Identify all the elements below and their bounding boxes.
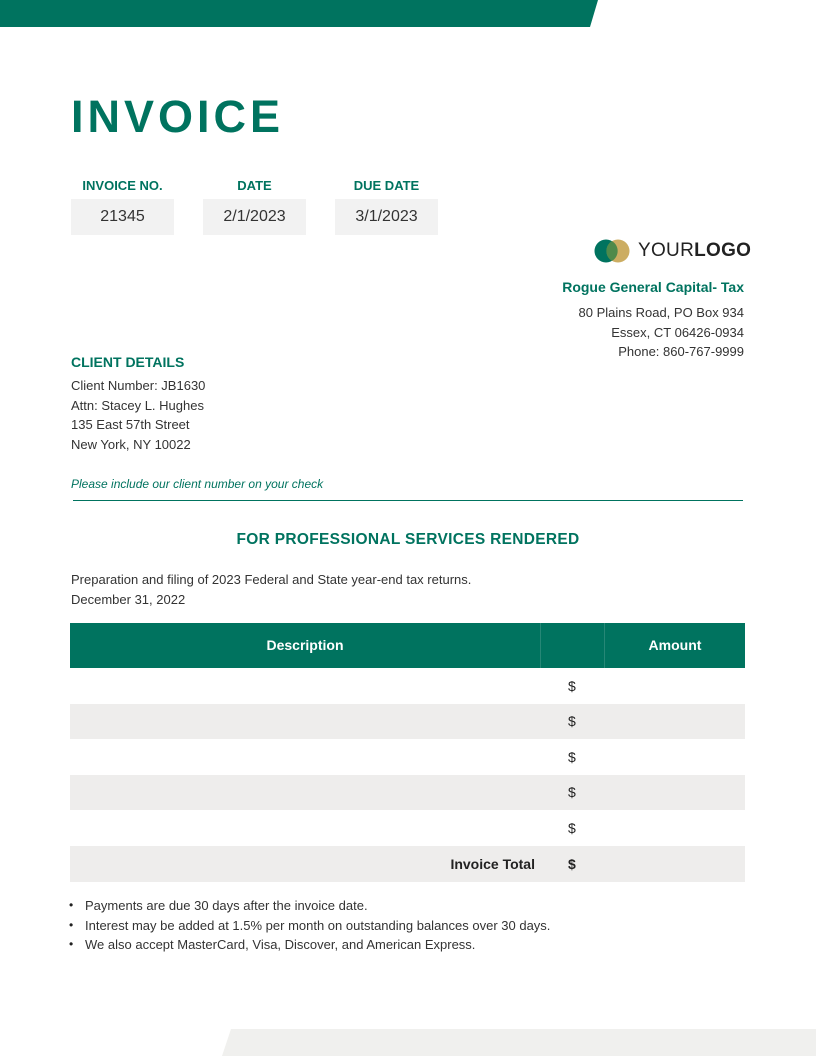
section-divider [73,500,743,501]
services-title: FOR PROFESSIONAL SERVICES RENDERED [236,531,580,548]
company-details [562,277,744,362]
invoice-number-label: INVOICE NO. [82,178,163,193]
invoice-total-currency: $ [568,855,576,872]
services-period: December 31, 2022 [71,592,186,607]
row-currency-cell: $ [568,784,576,801]
invoice-date-label: DATE [237,178,272,193]
row-currency-cell: $ [568,677,576,694]
row-currency-cell: $ [568,819,576,836]
invoice-number-field[interactable]: 21345 [71,199,174,235]
invoice-table [70,623,745,882]
invoice-date-block [203,176,306,235]
due-date-block [335,176,438,235]
client-number: Client Number: JB1630 [71,378,206,393]
client-attn: Attn: Stacey L. Hughes [71,397,204,413]
due-date-field[interactable]: 3/1/2023 [335,199,438,235]
logo-text [638,240,751,262]
amount-column-header: Amount [648,637,702,653]
invoice-total-label: Invoice Total [450,855,535,872]
services-description-block [71,570,471,610]
company-phone: Phone: 860-767-9999 [618,344,744,359]
payment-term-item: • Payments are due 30 days after the invoice date. [69,896,550,916]
bottom-accent-band [222,1029,816,1056]
description-column-header: Description [266,637,344,653]
company-address-line1: 80 Plains Road, PO Box 934 [578,305,744,320]
top-accent-band [0,0,598,27]
payment-term-item: • Interest may be added at 1.5% per month on outstanding balances over 30 days. [69,916,550,936]
client-details [71,352,205,455]
table-row [70,775,745,811]
payment-note: Please include our client number on your check [71,477,324,491]
client-street: 135 East 57th Street [71,417,190,433]
services-description: Preparation and filing of 2023 Federal and State year-end tax returns. [71,572,472,587]
row-currency-cell: $ [568,748,576,765]
table-row [70,739,745,775]
invoice-number-block [71,176,174,235]
company-name: Rogue General Capital- Tax [562,279,744,295]
two-circle-logo-icon [594,238,630,264]
company-logo [594,237,751,265]
table-row [70,668,745,704]
invoice-table-header [70,623,745,668]
currency-column-header [540,623,605,668]
top-accent-shape [0,0,598,27]
client-details-heading: CLIENT DETAILS [71,354,185,370]
bottom-accent-shape [222,1029,816,1056]
table-row [70,810,745,846]
payment-terms-list [69,896,550,955]
table-row [70,704,745,740]
invoice-date-field[interactable]: 2/1/2023 [203,199,306,235]
invoice-total-row [70,846,745,882]
company-address-line2: Essex, CT 06426-0934 [611,324,744,340]
logo-text-bold: LOGO [694,240,752,261]
payment-term-item: • We also accept MasterCard, Visa, Discover, and American Express. [69,935,550,955]
client-city: New York, NY 10022 [71,437,191,453]
invoice-title: INVOICE [71,91,285,142]
logo-text-regular: YOUR [638,240,695,261]
row-currency-cell: $ [568,713,576,730]
due-date-label: DUE DATE [353,178,420,193]
